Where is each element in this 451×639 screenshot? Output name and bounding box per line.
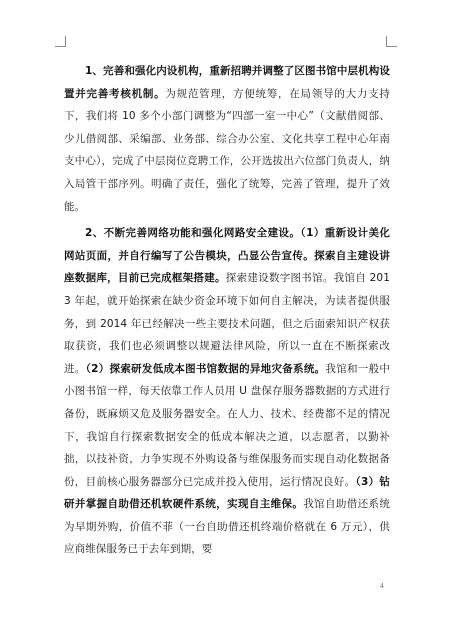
paragraph-2-heading-b: （2）探索研发低成本图书馆数据的异地灾备系统。 xyxy=(85,362,326,375)
paragraph-2-body-b: 我馆和一般中小图书馆一样，每天依靠工作人员用 U 盘保存服务器数据的方式进行备份，既麻烦又危及服务器安全。在人力、技术、经费都不足的情况下，我馆自行探索数据安全的低成本解决之道，以志愿者，以勤补拙，以技补资，力争实现不外购设备与维保服务而实现自动化数据备份，目前核心服务器部分已完成并投入使用，运行情况良好。 xyxy=(64,362,390,488)
margin-mark-top-right xyxy=(386,36,397,47)
document-body xyxy=(64,60,390,561)
paragraph-2-body-a: 探索建设数字图书馆。我馆自 2013 年起，就开始探索在缺少资金环境下如何自主解决，为读者提供服务，到 2014 年已经解决一些主要技术问题，但之后面索知识产权获取获资，我们也必须调整以规避法律风险，所以一直在不断探索改进。 xyxy=(64,272,390,375)
page-number: 4 xyxy=(380,582,384,590)
paragraph-2-heading-c: （3）钻研并掌握自助借还机软硬件系统，实现自主维保。 xyxy=(64,475,390,511)
paragraph-2-heading-a: 2、不断完善网络功能和强化网路安全建设。（1）重新设计美化网站页面，并自行编写了公告模块，凸显公告宣传。探索自主建设讲座数据库，目前已完成框架搭建。 xyxy=(64,227,390,285)
paragraph-2 xyxy=(64,222,390,561)
paragraph-1 xyxy=(64,60,390,218)
paragraph-1-body: 为规范管理，方便统筹，在局领导的大力支持下，我们将 10 多个小部门调整为“四部一室一中心”（文献借阅部、少儿借阅部、采编部、业务部、综合办公室、文化共享工程中心年南支中心），完成了中层岗位竞聘工作，公开选拔出六位部门负责人，纳入局管干部序列。明确了责任，强化了统筹，完善了管理，提升了效能。 xyxy=(64,87,391,213)
paragraph-1-heading: 1、完善和强化内设机构，重新招聘并调整了区图书馆中层机构设置并完善考核机制。 xyxy=(64,65,390,100)
paragraph-2-body-c: 我馆自助借还系统为早期外购，价值不菲（一台自助借还机终端价格就在 6 万元），供应商维保服务已于去年到期，要 xyxy=(64,498,390,556)
margin-mark-top-left xyxy=(55,36,66,47)
